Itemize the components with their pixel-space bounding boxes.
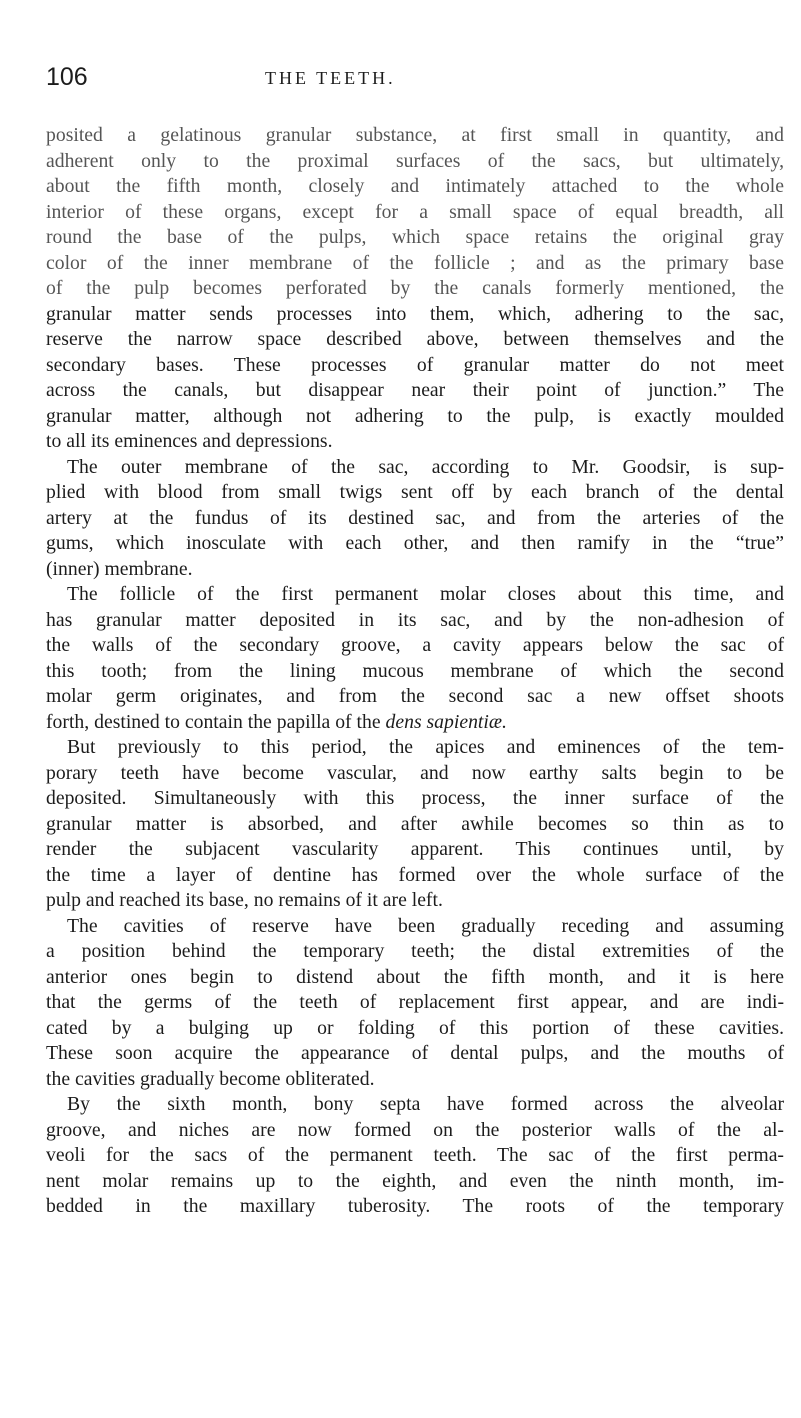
text-line [46,710,784,736]
page-number: 106 [46,63,88,91]
text-line: render the subjacent vascularity apparent. This continues until, by [46,838,784,860]
text-line: the time a layer of dentine has formed over the whole surface of the [46,863,784,886]
text-line: These soon acquire the appearance of dental pulps, and the mouths of [46,1042,784,1064]
text-line: The cavities of reserve have been gradually receding and assuming [67,914,784,937]
text-line: The follicle of the first permanent molar closes about this time, and [67,583,784,605]
text-line: the walls of the secondary groove, a cavity appears below the sac of [46,634,784,656]
text-line: nent molar remains up to the eighth, and even the ninth month, im- [46,1169,784,1192]
text-line: a position behind the temporary teeth; the distal extremities of the [46,940,784,962]
text-line: By the sixth month, bony septa have formed across the alveolar [67,1093,784,1115]
text-line: But previously to this period, the apices and eminences of the tem- [67,736,784,758]
text-line: has granular matter deposited in its sac, and by the non-adhesion of [46,608,784,631]
text-line: bedded in the maxillary tuberosity. The roots of the temporary [46,1195,784,1217]
text-line: this tooth; from the lining mucous membrane of which the second [46,659,784,682]
text-line: of the pulp becomes perforated by the canals formerly mentioned, the [46,277,784,299]
text-line: The outer membrane of the sac, according to Mr. Goodsir, is sup- [67,455,784,478]
text-line: granular matter, although not adhering to the pulp, is exactly moulded [46,404,784,427]
text-line: interior of these organs, except for a small space of equal breadth, all [46,200,784,223]
text-line: artery at the fundus of its destined sac, and from the arteries of the [46,506,784,529]
text-line: anterior ones begin to distend about the fifth month, and it is here [46,965,784,988]
text-line: deposited. Simultaneously with this process, the inner surface of the [46,787,784,809]
text-line: reserve the narrow space described above, between themselves and the [46,328,784,350]
text-line: adherent only to the proximal surfaces of the sacs, but ultimately, [46,149,784,172]
text-line: the cavities gradually become obliterated. [46,1067,375,1090]
text-line: (inner) membrane. [46,557,193,580]
running-head: THE TEETH. [265,68,396,88]
text-line: to all its eminences and depressions. [46,430,333,452]
text-line: posited a gelatinous granular substance, at first small in quantity, and [46,124,784,146]
text-line: plied with blood from small twigs sent off by each branch of the dental [46,481,784,503]
text-line: gums, which inosculate with each other, and then ramify in the “true” [46,532,784,554]
text-line: round the base of the pulps, which space retains the original gray [46,226,784,248]
text-line: that the germs of the teeth of replacement first appear, and are indi- [46,991,784,1013]
text-line: cated by a bulging up or folding of this portion of these cavities. [46,1016,784,1039]
text-line: color of the inner membrane of the follicle ; and as the primary base [46,251,784,274]
text-line: pulp and reached its base, no remains of it are left. [46,889,443,911]
text-line-start: forth, destined to contain the papilla of the [46,710,386,733]
text-line: about the fifth month, closely and intimately attached to the whole [46,175,784,197]
text-line: porary teeth have become vascular, and now earthy salts begin to be [46,761,784,784]
text-line: granular matter is absorbed, and after awhile becomes so thin as to [46,812,784,835]
body-text [46,123,784,1220]
text-line: granular matter sends processes into them, which, adhering to the sac, [46,302,784,325]
text-line: across the canals, but disappear near their point of junction.” The [46,379,784,401]
italic-term: dens sapientiæ. [385,710,507,733]
text-line: secondary bases. These processes of granular matter do not meet [46,353,784,376]
text-line: groove, and niches are now formed on the posterior walls of the al- [46,1118,784,1141]
text-line: molar germ originates, and from the second sac a new offset shoots [46,685,784,707]
text-line: veoli for the sacs of the permanent teeth. The sac of the first perma- [46,1144,784,1166]
page-header [46,62,786,102]
